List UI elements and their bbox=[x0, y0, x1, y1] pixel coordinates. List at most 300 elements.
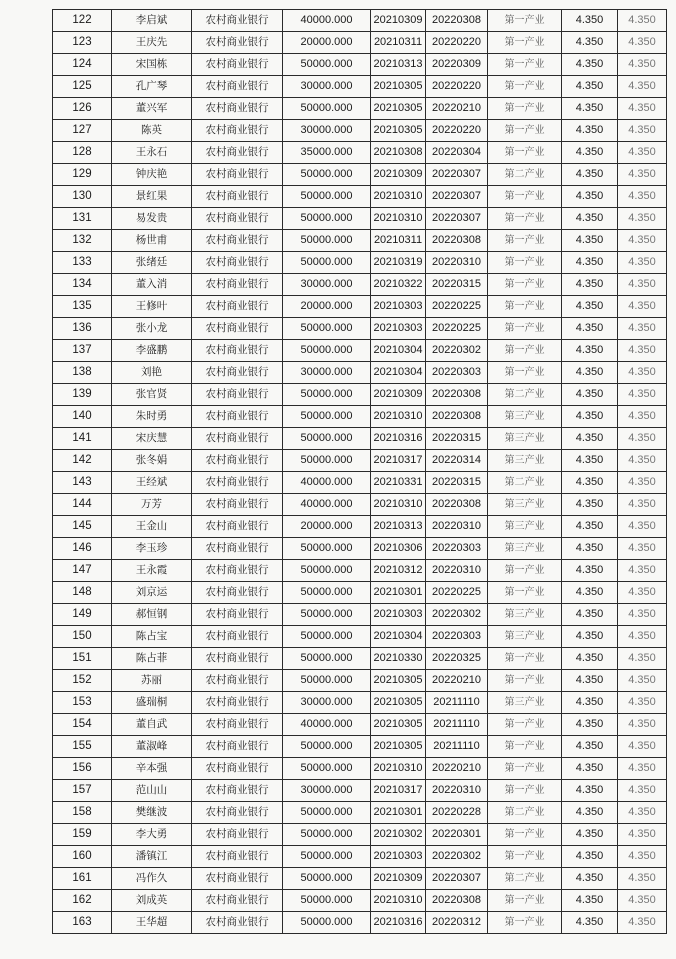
loan-amount: 50000.000 bbox=[283, 252, 371, 274]
end-date: 20220303 bbox=[426, 362, 488, 384]
row-number: 127 bbox=[53, 120, 112, 142]
start-date: 20210305 bbox=[371, 98, 426, 120]
lender-bank: 农村商业银行 bbox=[192, 780, 283, 802]
subsidy-rate: 4.350 bbox=[618, 560, 667, 582]
loan-amount: 30000.000 bbox=[283, 692, 371, 714]
lender-bank: 农村商业银行 bbox=[192, 32, 283, 54]
loan-amount: 30000.000 bbox=[283, 274, 371, 296]
end-date: 20220310 bbox=[426, 780, 488, 802]
end-date: 20220310 bbox=[426, 252, 488, 274]
end-date: 20220302 bbox=[426, 604, 488, 626]
start-date: 20210304 bbox=[371, 340, 426, 362]
industry: 第一产业 bbox=[488, 230, 562, 252]
subsidy-rate: 4.350 bbox=[618, 890, 667, 912]
industry: 第一产业 bbox=[488, 362, 562, 384]
lender-bank: 农村商业银行 bbox=[192, 296, 283, 318]
loan-table bbox=[52, 9, 667, 934]
end-date: 20220308 bbox=[426, 494, 488, 516]
table-row bbox=[53, 10, 667, 32]
borrower-name: 王修叶 bbox=[112, 296, 192, 318]
subsidy-rate: 4.350 bbox=[618, 252, 667, 274]
start-date: 20210303 bbox=[371, 846, 426, 868]
industry: 第二产业 bbox=[488, 472, 562, 494]
borrower-name: 宋庆慧 bbox=[112, 428, 192, 450]
subsidy-rate: 4.350 bbox=[618, 296, 667, 318]
borrower-name: 王永霞 bbox=[112, 560, 192, 582]
interest-rate: 4.350 bbox=[562, 208, 618, 230]
start-date: 20210305 bbox=[371, 736, 426, 758]
lender-bank: 农村商业银行 bbox=[192, 54, 283, 76]
subsidy-rate: 4.350 bbox=[618, 362, 667, 384]
start-date: 20210305 bbox=[371, 670, 426, 692]
interest-rate: 4.350 bbox=[562, 780, 618, 802]
borrower-name: 董淑峰 bbox=[112, 736, 192, 758]
start-date: 20210306 bbox=[371, 538, 426, 560]
borrower-name: 孔广琴 bbox=[112, 76, 192, 98]
row-number: 152 bbox=[53, 670, 112, 692]
lender-bank: 农村商业银行 bbox=[192, 912, 283, 934]
lender-bank: 农村商业银行 bbox=[192, 208, 283, 230]
end-date: 20220210 bbox=[426, 758, 488, 780]
row-number: 137 bbox=[53, 340, 112, 362]
row-number: 130 bbox=[53, 186, 112, 208]
end-date: 20220220 bbox=[426, 32, 488, 54]
end-date: 20220304 bbox=[426, 142, 488, 164]
table-row bbox=[53, 142, 667, 164]
lender-bank: 农村商业银行 bbox=[192, 604, 283, 626]
table-row bbox=[53, 802, 667, 824]
end-date: 20220307 bbox=[426, 186, 488, 208]
industry: 第一产业 bbox=[488, 32, 562, 54]
loan-amount: 50000.000 bbox=[283, 912, 371, 934]
interest-rate: 4.350 bbox=[562, 538, 618, 560]
subsidy-rate: 4.350 bbox=[618, 846, 667, 868]
subsidy-rate: 4.350 bbox=[618, 494, 667, 516]
loan-amount: 20000.000 bbox=[283, 296, 371, 318]
interest-rate: 4.350 bbox=[562, 450, 618, 472]
industry: 第一产业 bbox=[488, 10, 562, 32]
loan-amount: 50000.000 bbox=[283, 428, 371, 450]
table-row bbox=[53, 648, 667, 670]
interest-rate: 4.350 bbox=[562, 736, 618, 758]
industry: 第一产业 bbox=[488, 54, 562, 76]
table-row bbox=[53, 692, 667, 714]
end-date: 20220225 bbox=[426, 318, 488, 340]
start-date: 20210322 bbox=[371, 274, 426, 296]
table-row bbox=[53, 494, 667, 516]
row-number: 122 bbox=[53, 10, 112, 32]
interest-rate: 4.350 bbox=[562, 252, 618, 274]
row-number: 149 bbox=[53, 604, 112, 626]
table-row bbox=[53, 912, 667, 934]
interest-rate: 4.350 bbox=[562, 890, 618, 912]
borrower-name: 刘成英 bbox=[112, 890, 192, 912]
end-date: 20220310 bbox=[426, 560, 488, 582]
subsidy-rate: 4.350 bbox=[618, 142, 667, 164]
end-date: 20211110 bbox=[426, 692, 488, 714]
interest-rate: 4.350 bbox=[562, 802, 618, 824]
lender-bank: 农村商业银行 bbox=[192, 648, 283, 670]
table-row bbox=[53, 362, 667, 384]
borrower-name: 朱时勇 bbox=[112, 406, 192, 428]
interest-rate: 4.350 bbox=[562, 516, 618, 538]
interest-rate: 4.350 bbox=[562, 824, 618, 846]
table-row bbox=[53, 824, 667, 846]
table-row bbox=[53, 54, 667, 76]
interest-rate: 4.350 bbox=[562, 428, 618, 450]
industry: 第一产业 bbox=[488, 142, 562, 164]
subsidy-rate: 4.350 bbox=[618, 32, 667, 54]
table-row bbox=[53, 582, 667, 604]
table-row bbox=[53, 32, 667, 54]
industry: 第一产业 bbox=[488, 252, 562, 274]
row-number: 129 bbox=[53, 164, 112, 186]
lender-bank: 农村商业银行 bbox=[192, 98, 283, 120]
end-date: 20220308 bbox=[426, 230, 488, 252]
end-date: 20220307 bbox=[426, 164, 488, 186]
loan-amount: 40000.000 bbox=[283, 10, 371, 32]
table-row bbox=[53, 758, 667, 780]
lender-bank: 农村商业银行 bbox=[192, 582, 283, 604]
interest-rate: 4.350 bbox=[562, 472, 618, 494]
interest-rate: 4.350 bbox=[562, 54, 618, 76]
loan-amount: 50000.000 bbox=[283, 98, 371, 120]
start-date: 20210309 bbox=[371, 10, 426, 32]
end-date: 20220225 bbox=[426, 582, 488, 604]
industry: 第三产业 bbox=[488, 692, 562, 714]
start-date: 20210316 bbox=[371, 912, 426, 934]
industry: 第一产业 bbox=[488, 890, 562, 912]
lender-bank: 农村商业银行 bbox=[192, 736, 283, 758]
subsidy-rate: 4.350 bbox=[618, 274, 667, 296]
borrower-name: 辛本强 bbox=[112, 758, 192, 780]
start-date: 20210309 bbox=[371, 868, 426, 890]
start-date: 20210331 bbox=[371, 472, 426, 494]
borrower-name: 陈占菲 bbox=[112, 648, 192, 670]
end-date: 20220301 bbox=[426, 824, 488, 846]
end-date: 20220210 bbox=[426, 98, 488, 120]
lender-bank: 农村商业银行 bbox=[192, 846, 283, 868]
borrower-name: 陈英 bbox=[112, 120, 192, 142]
industry: 第二产业 bbox=[488, 868, 562, 890]
row-number: 161 bbox=[53, 868, 112, 890]
end-date: 20220225 bbox=[426, 296, 488, 318]
row-number: 146 bbox=[53, 538, 112, 560]
row-number: 148 bbox=[53, 582, 112, 604]
loan-amount: 50000.000 bbox=[283, 318, 371, 340]
borrower-name: 王永石 bbox=[112, 142, 192, 164]
interest-rate: 4.350 bbox=[562, 560, 618, 582]
borrower-name: 王金山 bbox=[112, 516, 192, 538]
subsidy-rate: 4.350 bbox=[618, 736, 667, 758]
lender-bank: 农村商业银行 bbox=[192, 274, 283, 296]
borrower-name: 董兴军 bbox=[112, 98, 192, 120]
borrower-name: 李玉珍 bbox=[112, 538, 192, 560]
industry: 第三产业 bbox=[488, 494, 562, 516]
industry: 第一产业 bbox=[488, 912, 562, 934]
industry: 第三产业 bbox=[488, 604, 562, 626]
loan-amount: 30000.000 bbox=[283, 120, 371, 142]
table-row bbox=[53, 76, 667, 98]
loan-amount: 50000.000 bbox=[283, 340, 371, 362]
subsidy-rate: 4.350 bbox=[618, 516, 667, 538]
borrower-name: 景红果 bbox=[112, 186, 192, 208]
interest-rate: 4.350 bbox=[562, 142, 618, 164]
loan-amount: 50000.000 bbox=[283, 384, 371, 406]
table-row bbox=[53, 318, 667, 340]
row-number: 158 bbox=[53, 802, 112, 824]
row-number: 133 bbox=[53, 252, 112, 274]
table-row bbox=[53, 890, 667, 912]
industry: 第一产业 bbox=[488, 582, 562, 604]
row-number: 141 bbox=[53, 428, 112, 450]
subsidy-rate: 4.350 bbox=[618, 428, 667, 450]
loan-amount: 50000.000 bbox=[283, 538, 371, 560]
row-number: 144 bbox=[53, 494, 112, 516]
table-row bbox=[53, 98, 667, 120]
subsidy-rate: 4.350 bbox=[618, 824, 667, 846]
lender-bank: 农村商业银行 bbox=[192, 384, 283, 406]
start-date: 20210302 bbox=[371, 824, 426, 846]
loan-amount: 50000.000 bbox=[283, 406, 371, 428]
loan-amount: 50000.000 bbox=[283, 54, 371, 76]
start-date: 20210303 bbox=[371, 318, 426, 340]
table-row bbox=[53, 428, 667, 450]
end-date: 20220309 bbox=[426, 54, 488, 76]
lender-bank: 农村商业银行 bbox=[192, 230, 283, 252]
borrower-name: 张绪廷 bbox=[112, 252, 192, 274]
subsidy-rate: 4.350 bbox=[618, 604, 667, 626]
loan-amount: 50000.000 bbox=[283, 802, 371, 824]
table-row bbox=[53, 736, 667, 758]
subsidy-rate: 4.350 bbox=[618, 54, 667, 76]
start-date: 20210301 bbox=[371, 582, 426, 604]
start-date: 20210330 bbox=[371, 648, 426, 670]
borrower-name: 董入消 bbox=[112, 274, 192, 296]
industry: 第三产业 bbox=[488, 538, 562, 560]
subsidy-rate: 4.350 bbox=[618, 384, 667, 406]
loan-amount: 50000.000 bbox=[283, 890, 371, 912]
industry: 第一产业 bbox=[488, 648, 562, 670]
row-number: 153 bbox=[53, 692, 112, 714]
loan-amount: 20000.000 bbox=[283, 32, 371, 54]
start-date: 20210310 bbox=[371, 890, 426, 912]
end-date: 20220315 bbox=[426, 274, 488, 296]
industry: 第一产业 bbox=[488, 846, 562, 868]
row-number: 143 bbox=[53, 472, 112, 494]
loan-amount: 30000.000 bbox=[283, 362, 371, 384]
borrower-name: 李启斌 bbox=[112, 10, 192, 32]
table-row bbox=[53, 450, 667, 472]
borrower-name: 宋国栋 bbox=[112, 54, 192, 76]
loan-amount: 50000.000 bbox=[283, 450, 371, 472]
borrower-name: 张官贤 bbox=[112, 384, 192, 406]
loan-amount: 50000.000 bbox=[283, 758, 371, 780]
interest-rate: 4.350 bbox=[562, 120, 618, 142]
row-number: 145 bbox=[53, 516, 112, 538]
borrower-name: 钟庆艳 bbox=[112, 164, 192, 186]
loan-amount: 40000.000 bbox=[283, 472, 371, 494]
industry: 第一产业 bbox=[488, 120, 562, 142]
row-number: 157 bbox=[53, 780, 112, 802]
subsidy-rate: 4.350 bbox=[618, 318, 667, 340]
industry: 第一产业 bbox=[488, 208, 562, 230]
end-date: 20220308 bbox=[426, 890, 488, 912]
industry: 第一产业 bbox=[488, 714, 562, 736]
interest-rate: 4.350 bbox=[562, 340, 618, 362]
loan-amount: 50000.000 bbox=[283, 164, 371, 186]
end-date: 20220220 bbox=[426, 76, 488, 98]
table-row bbox=[53, 384, 667, 406]
subsidy-rate: 4.350 bbox=[618, 670, 667, 692]
industry: 第二产业 bbox=[488, 802, 562, 824]
table-row bbox=[53, 406, 667, 428]
interest-rate: 4.350 bbox=[562, 274, 618, 296]
lender-bank: 农村商业银行 bbox=[192, 164, 283, 186]
loan-amount: 50000.000 bbox=[283, 604, 371, 626]
interest-rate: 4.350 bbox=[562, 912, 618, 934]
end-date: 20220312 bbox=[426, 912, 488, 934]
lender-bank: 农村商业银行 bbox=[192, 494, 283, 516]
interest-rate: 4.350 bbox=[562, 318, 618, 340]
row-number: 131 bbox=[53, 208, 112, 230]
end-date: 20220220 bbox=[426, 120, 488, 142]
borrower-name: 董自武 bbox=[112, 714, 192, 736]
industry: 第一产业 bbox=[488, 76, 562, 98]
start-date: 20210310 bbox=[371, 186, 426, 208]
subsidy-rate: 4.350 bbox=[618, 450, 667, 472]
subsidy-rate: 4.350 bbox=[618, 120, 667, 142]
start-date: 20210317 bbox=[371, 780, 426, 802]
interest-rate: 4.350 bbox=[562, 582, 618, 604]
start-date: 20210304 bbox=[371, 362, 426, 384]
loan-amount: 50000.000 bbox=[283, 736, 371, 758]
end-date: 20211110 bbox=[426, 736, 488, 758]
interest-rate: 4.350 bbox=[562, 10, 618, 32]
subsidy-rate: 4.350 bbox=[618, 648, 667, 670]
table-row bbox=[53, 186, 667, 208]
industry: 第三产业 bbox=[488, 406, 562, 428]
table-row bbox=[53, 626, 667, 648]
row-number: 156 bbox=[53, 758, 112, 780]
lender-bank: 农村商业银行 bbox=[192, 714, 283, 736]
row-number: 155 bbox=[53, 736, 112, 758]
loan-amount: 50000.000 bbox=[283, 186, 371, 208]
loan-amount: 50000.000 bbox=[283, 846, 371, 868]
start-date: 20210305 bbox=[371, 692, 426, 714]
row-number: 136 bbox=[53, 318, 112, 340]
table-row bbox=[53, 670, 667, 692]
end-date: 20220210 bbox=[426, 670, 488, 692]
subsidy-rate: 4.350 bbox=[618, 406, 667, 428]
lender-bank: 农村商业银行 bbox=[192, 802, 283, 824]
industry: 第一产业 bbox=[488, 318, 562, 340]
row-number: 162 bbox=[53, 890, 112, 912]
subsidy-rate: 4.350 bbox=[618, 780, 667, 802]
table-row bbox=[53, 230, 667, 252]
subsidy-rate: 4.350 bbox=[618, 98, 667, 120]
row-number: 147 bbox=[53, 560, 112, 582]
start-date: 20210310 bbox=[371, 758, 426, 780]
row-number: 139 bbox=[53, 384, 112, 406]
industry: 第一产业 bbox=[488, 736, 562, 758]
lender-bank: 农村商业银行 bbox=[192, 142, 283, 164]
lender-bank: 农村商业银行 bbox=[192, 670, 283, 692]
borrower-name: 刘京运 bbox=[112, 582, 192, 604]
loan-amount: 50000.000 bbox=[283, 670, 371, 692]
row-number: 142 bbox=[53, 450, 112, 472]
lender-bank: 农村商业银行 bbox=[192, 340, 283, 362]
start-date: 20210310 bbox=[371, 406, 426, 428]
interest-rate: 4.350 bbox=[562, 846, 618, 868]
interest-rate: 4.350 bbox=[562, 98, 618, 120]
row-number: 163 bbox=[53, 912, 112, 934]
loan-amount: 50000.000 bbox=[283, 868, 371, 890]
table-body bbox=[53, 10, 667, 934]
loan-amount: 30000.000 bbox=[283, 76, 371, 98]
borrower-name: 王华超 bbox=[112, 912, 192, 934]
industry: 第一产业 bbox=[488, 186, 562, 208]
table-row bbox=[53, 252, 667, 274]
start-date: 20210303 bbox=[371, 296, 426, 318]
end-date: 20220307 bbox=[426, 868, 488, 890]
industry: 第一产业 bbox=[488, 824, 562, 846]
table-row bbox=[53, 604, 667, 626]
table-row bbox=[53, 714, 667, 736]
lender-bank: 农村商业银行 bbox=[192, 890, 283, 912]
loan-amount: 35000.000 bbox=[283, 142, 371, 164]
table-row bbox=[53, 296, 667, 318]
borrower-name: 郝恒钢 bbox=[112, 604, 192, 626]
borrower-name: 万芳 bbox=[112, 494, 192, 516]
borrower-name: 盛瑞桐 bbox=[112, 692, 192, 714]
lender-bank: 农村商业银行 bbox=[192, 824, 283, 846]
end-date: 20220310 bbox=[426, 516, 488, 538]
lender-bank: 农村商业银行 bbox=[192, 560, 283, 582]
subsidy-rate: 4.350 bbox=[618, 230, 667, 252]
start-date: 20210313 bbox=[371, 516, 426, 538]
interest-rate: 4.350 bbox=[562, 32, 618, 54]
subsidy-rate: 4.350 bbox=[618, 10, 667, 32]
borrower-name: 潘镇江 bbox=[112, 846, 192, 868]
interest-rate: 4.350 bbox=[562, 164, 618, 186]
table-row bbox=[53, 780, 667, 802]
industry: 第一产业 bbox=[488, 98, 562, 120]
table-row bbox=[53, 472, 667, 494]
loan-amount: 20000.000 bbox=[283, 516, 371, 538]
lender-bank: 农村商业银行 bbox=[192, 362, 283, 384]
row-number: 126 bbox=[53, 98, 112, 120]
interest-rate: 4.350 bbox=[562, 758, 618, 780]
lender-bank: 农村商业银行 bbox=[192, 186, 283, 208]
borrower-name: 冯作久 bbox=[112, 868, 192, 890]
row-number: 128 bbox=[53, 142, 112, 164]
subsidy-rate: 4.350 bbox=[618, 714, 667, 736]
lender-bank: 农村商业银行 bbox=[192, 538, 283, 560]
end-date: 20220307 bbox=[426, 208, 488, 230]
start-date: 20210305 bbox=[371, 76, 426, 98]
lender-bank: 农村商业银行 bbox=[192, 758, 283, 780]
industry: 第二产业 bbox=[488, 384, 562, 406]
lender-bank: 农村商业银行 bbox=[192, 76, 283, 98]
borrower-name: 易发贵 bbox=[112, 208, 192, 230]
end-date: 20220315 bbox=[426, 428, 488, 450]
lender-bank: 农村商业银行 bbox=[192, 626, 283, 648]
table-row bbox=[53, 164, 667, 186]
table-row bbox=[53, 538, 667, 560]
row-number: 135 bbox=[53, 296, 112, 318]
subsidy-rate: 4.350 bbox=[618, 340, 667, 362]
